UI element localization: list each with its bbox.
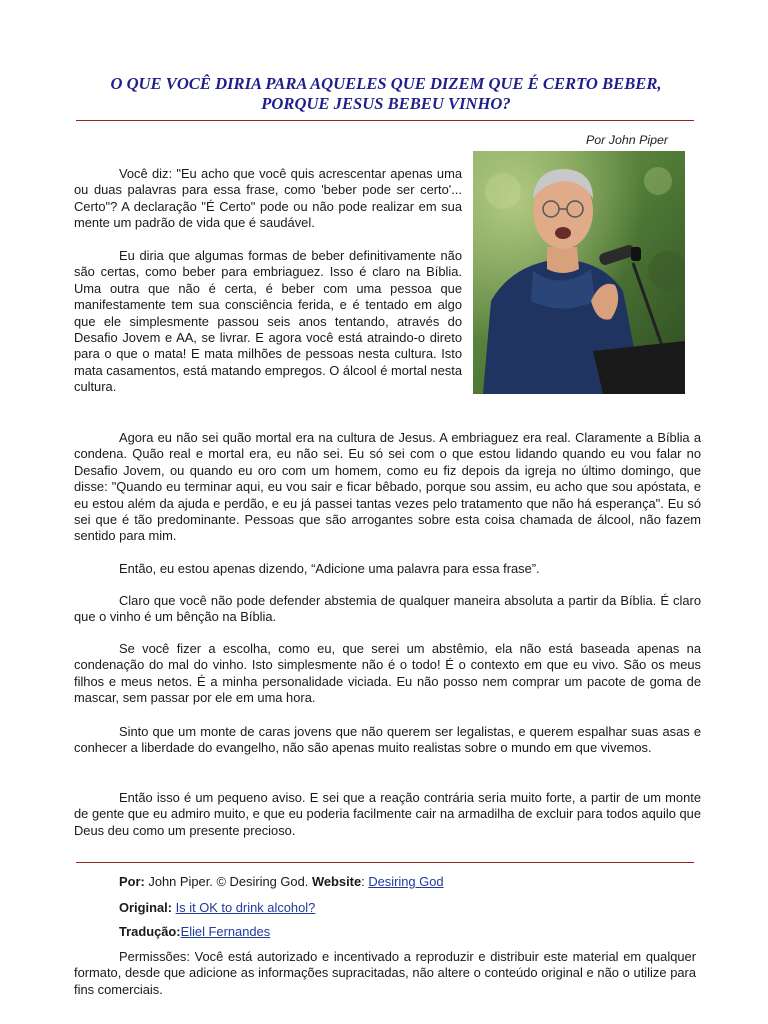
author-byline: Por John Piper bbox=[586, 133, 668, 147]
title-line-1: O QUE VOCÊ DIRIA PARA AQUELES QUE DIZEM QUE É CERTO BEBER, bbox=[110, 74, 662, 93]
speaker-photo-illustration bbox=[473, 151, 685, 394]
website-separator: : bbox=[361, 874, 369, 889]
website-label: Website bbox=[311, 874, 362, 889]
credit-line bbox=[119, 874, 444, 890]
original-line bbox=[119, 900, 315, 916]
por-text: John Piper. © Desiring God. bbox=[144, 874, 312, 889]
paragraph-5: Claro que você não pode defender abstemia de qualquer maneira absoluta a partir da Bíblia. É claro que o vinho é um bênção na Bíblia. bbox=[74, 593, 701, 625]
paragraph-3: Agora eu não sei quão mortal era na cultura de Jesus. A embriaguez era real. Claramente a Bíblia a condena. Quão real e mortal era, eu não sei. Eu só sei com o que estou lidando quando eu vou falar no Desafio Jovem, ou quando eu oro com um homem, como eu fiz depois da igreja no último domingo, que disse: "Quando eu terminar aqui, eu vou sair e ficar bêbado, porque sou assim, eu acho que sou apóstata, e eu estou além da ajuda e perdão, e eu já passei tantas vezes pelo tratamento que não há esperança". Eu só sei que é tão predominante. Pessoas que são arrogantes sobre esta coisa chamada de álcool, não fazem sentido para mim. bbox=[74, 430, 701, 544]
bottom-divider bbox=[76, 862, 694, 863]
por-label: Por: bbox=[119, 874, 145, 889]
paragraph-6: Se você fizer a escolha, como eu, que serei um abstêmio, ela não está baseada apenas na condenação do mal do vinho. Isto simplesmente não é o todo! É o contexto em que eu vivo. São os meus filhos e meus netos. É a minha personalidade viciada. Eu não posso nem comprar um pacote de goma de mascar, sem passar por ele em uma hora. bbox=[74, 641, 701, 706]
paragraph-2: Eu diria que algumas formas de beber definitivamente não são certas, como beber para embriaguez. Isso é claro na Bíblia. Uma outra que não é certa, é beber com uma pessoa que manifestamente tem sua consciência ferida, e é tentado em algo que ele simplesmente passou seis anos tentando, através do Desafio Jovem e AA, se livrar. E agora você está atraindo-o direto para o que o mata! E mata milhões de pessoas nesta cultura. Isto mata casamentos, está matando empregos. O álcool é mortal nesta cultura. bbox=[74, 248, 462, 395]
original-link[interactable]: Is it OK to drink alcohol? bbox=[175, 900, 316, 915]
paragraph-1: Você diz: "Eu acho que você quis acrescentar apenas uma ou duas palavras para essa frase, como 'beber pode ser certo'... Certo"? A declaração "É Certo" pode ou não pode realizar em sua mente um padrão de vida que é saudável. bbox=[74, 166, 462, 231]
title-line-2: PORQUE JESUS BEBEU VINHO? bbox=[261, 94, 511, 113]
document-title bbox=[74, 74, 698, 114]
paragraph-7: Sinto que um monte de caras jovens que não querem ser legalistas, e querem espalhar suas asas e conhecer a liberdade do evangelho, não são apenas muito realistas sobre o mundo em que vivemos. bbox=[74, 724, 701, 756]
traducao-label: Tradução: bbox=[119, 924, 181, 939]
translator-link[interactable]: Eliel Fernandes bbox=[180, 924, 271, 939]
top-divider bbox=[76, 120, 694, 121]
translation-line bbox=[119, 924, 270, 940]
website-link[interactable]: Desiring God bbox=[368, 874, 444, 889]
author-photo bbox=[473, 151, 685, 394]
paragraph-8: Então isso é um pequeno aviso. E sei que a reação contrária seria muito forte, a partir de um monte de gente que eu admiro muito, e que eu poderia facilmente cair na armadilha de excluir para todos aquilo que Deus deu como um presente precioso. bbox=[74, 790, 701, 838]
original-label: Original: bbox=[119, 900, 172, 915]
paragraph-4: Então, eu estou apenas dizendo, “Adicione uma palavra para essa frase”. bbox=[119, 561, 540, 576]
permissions-notice: Permissões: Você está autorizado e incentivado a reproduzir e distribuir este material em qualquer formato, desde que adicione as informações supracitadas, não altere o conteúdo original e não o utilize para fins comerciais. bbox=[74, 949, 696, 997]
